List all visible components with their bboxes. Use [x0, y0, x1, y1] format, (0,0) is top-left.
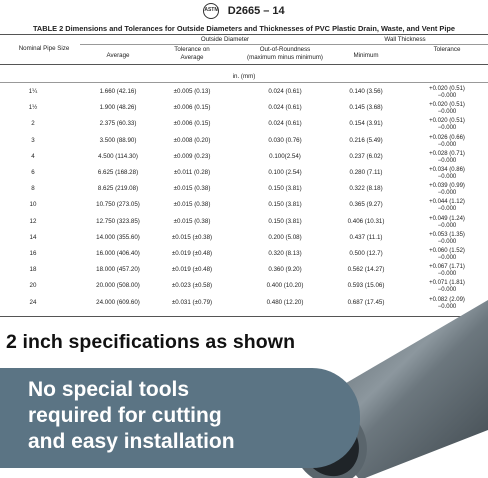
- cell-size: 18: [29, 266, 37, 274]
- cell-average: 2.375 (60.33): [99, 120, 137, 128]
- wall-tolerance-plus: +0.071 (1.81): [429, 280, 465, 287]
- wall-tolerance-plus: +0.039 (0.99): [429, 183, 465, 190]
- cell-out-of-roundness: 0.320 (8.13): [268, 250, 302, 257]
- cell-size: 10: [29, 201, 37, 209]
- cell-tolerance: ±0.008 (0.20): [173, 136, 211, 144]
- wall-tolerance-minus: −0.000: [437, 303, 457, 310]
- info-line-1: No special tools: [28, 378, 190, 401]
- cell-average: 18.000 (457.20): [96, 266, 140, 274]
- column-header-wall-tolerance: Tolerance: [433, 46, 461, 53]
- cell-size: 14: [29, 233, 37, 241]
- wall-tolerance-minus: −0.000: [437, 222, 457, 229]
- cell-wall-tolerance: [429, 248, 465, 262]
- cell-wall-tolerance: [429, 151, 465, 165]
- cell-average: 12.750 (323.85): [96, 217, 140, 225]
- cell-average: 6.625 (168.28): [97, 169, 139, 176]
- cell-wall-tolerance: [429, 264, 465, 278]
- cell-minimum: 0.145 (3.68): [349, 104, 383, 112]
- astm-logo: ASTM: [203, 3, 219, 19]
- cell-minimum: 0.280 (7.11): [349, 169, 383, 176]
- cell-out-of-roundness: 0.030 (0.76): [268, 136, 302, 144]
- cell-tolerance: ±0.006 (0.15): [173, 120, 211, 128]
- wall-tolerance-minus: −0.000: [437, 157, 457, 164]
- table-top-rule: [0, 34, 488, 35]
- cell-minimum: 0.562 (14.27): [347, 266, 385, 274]
- units-rule: [0, 82, 488, 83]
- cell-minimum: 0.500 (12.7): [349, 250, 383, 257]
- cell-tolerance: ±0.011 (0.28): [173, 169, 211, 176]
- wall-tolerance-minus: −0.000: [437, 287, 457, 294]
- cell-average: 16.000 (406.40): [96, 250, 140, 257]
- table-title: TABLE 2 Dimensions and Tolerances for Outside Diameters and Thicknesses of PVC Plastic Drain, Waste, and Vent Pipe: [32, 24, 456, 33]
- document-header: [0, 2, 488, 22]
- cell-size: 3: [31, 136, 35, 144]
- cell-tolerance: ±0.009 (0.23): [173, 152, 211, 160]
- cell-wall-tolerance: [429, 135, 465, 149]
- wall-tolerance-minus: −0.000: [437, 255, 457, 261]
- cell-tolerance: ±0.005 (0.13): [173, 88, 211, 95]
- column-header-oor-2: (maximum minus minimum): [247, 54, 323, 61]
- wall-tolerance-plus: +0.028 (0.71): [429, 150, 465, 157]
- cell-out-of-roundness: 0.100 (2.54): [268, 169, 302, 176]
- cell-tolerance: ±0.023 (±0.58): [171, 282, 213, 290]
- cell-size: 12: [29, 217, 37, 225]
- wall-tolerance-plus: +0.053 (1.35): [429, 231, 465, 238]
- cell-tolerance: ±0.015 (0.38): [173, 201, 211, 209]
- cell-out-of-roundness: 0.024 (0.61): [268, 88, 302, 95]
- cell-size: 4: [31, 152, 35, 160]
- cell-tolerance: ±0.015 (0.38): [173, 217, 211, 225]
- cell-wall-tolerance: [429, 86, 465, 100]
- document-id: D2665 – 14: [227, 4, 285, 17]
- wall-tolerance-plus: +0.020 (0.51): [429, 86, 465, 92]
- cell-average: 14.000 (355.60): [96, 233, 140, 241]
- cell-size: 6: [31, 169, 35, 176]
- info-line-2: required for cutting: [28, 404, 222, 427]
- cell-out-of-roundness: 0.150 (3.81): [268, 185, 302, 193]
- specs-banner: 2 inch specifications as shown: [6, 331, 296, 353]
- cell-tolerance: ±0.006 (0.15): [173, 104, 211, 112]
- cell-average: 4.500 (114.30): [98, 152, 138, 160]
- wall-tolerance-minus: −0.000: [437, 238, 457, 245]
- cell-size: 16: [29, 250, 37, 257]
- cell-out-of-roundness: 0.360 (9.20): [268, 266, 302, 274]
- cell-wall-tolerance: [429, 118, 465, 132]
- cell-size: 2: [31, 120, 35, 128]
- column-header-average: Average: [106, 52, 130, 59]
- column-header-oor-1: Out-of-Roundness: [259, 46, 311, 53]
- cell-wall-tolerance: [429, 199, 465, 213]
- cell-wall-tolerance: [429, 216, 465, 230]
- group-header-outside-diameter: Outside Diameter: [200, 36, 250, 43]
- cell-wall-tolerance: [429, 183, 465, 197]
- column-header-tolerance-2: Average: [180, 54, 204, 61]
- cell-tolerance: ±0.015 (0.38): [173, 185, 211, 193]
- wall-tolerance-minus: −0.000: [437, 141, 457, 148]
- wall-tolerance-plus: +0.020 (0.51): [429, 102, 465, 109]
- cell-wall-tolerance: [429, 232, 465, 246]
- wall-tolerance-minus: −0.000: [437, 174, 457, 180]
- cell-out-of-roundness: 0.200 (5.08): [268, 233, 302, 241]
- cell-size: 1¼: [28, 88, 38, 95]
- cell-minimum: 0.216 (5.49): [349, 136, 383, 144]
- wall-tolerance-minus: −0.000: [437, 271, 457, 278]
- column-header-minimum: Minimum: [353, 52, 379, 59]
- cell-out-of-roundness: 0.024 (0.61): [268, 104, 302, 112]
- cell-size: 1½: [28, 104, 38, 112]
- cell-tolerance: ±0.019 (±0.48): [171, 250, 213, 257]
- wall-tolerance-plus: +0.034 (0.86): [429, 167, 465, 173]
- cell-average: 3.500 (88.90): [99, 136, 137, 144]
- od-group-rule: [80, 44, 335, 45]
- cell-size: 24: [29, 298, 37, 306]
- cell-average: 1.900 (48.26): [99, 104, 137, 112]
- cell-out-of-roundness: 0.024 (0.61): [268, 120, 302, 128]
- cell-tolerance: ±0.019 (±0.48): [171, 266, 213, 274]
- cell-average: 1.660 (42.16): [99, 88, 137, 95]
- cell-tolerance: ±0.015 (±0.38): [171, 233, 213, 241]
- wall-tolerance-plus: +0.049 (1.24): [429, 215, 465, 222]
- wall-tolerance-plus: +0.026 (0.66): [429, 134, 465, 141]
- cell-size: 8: [31, 185, 35, 193]
- wt-group-rule: [335, 44, 488, 45]
- wall-tolerance-minus: −0.000: [437, 190, 457, 197]
- wall-tolerance-plus: +0.020 (0.51): [429, 118, 465, 125]
- cell-average: 20.000 (508.00): [96, 282, 140, 290]
- wall-tolerance-plus: +0.044 (1.12): [429, 199, 465, 206]
- wall-tolerance-plus: +0.082 (2.09): [429, 296, 465, 303]
- cell-wall-tolerance: [429, 102, 465, 116]
- cell-size: 20: [29, 282, 37, 290]
- cell-out-of-roundness: 0.150 (3.81): [268, 217, 302, 225]
- cell-out-of-roundness: 0.150 (3.81): [268, 201, 302, 209]
- cell-minimum: 0.237 (6.02): [349, 152, 383, 160]
- cell-tolerance: ±0.031 (±0.79): [171, 298, 213, 306]
- cell-minimum: 0.406 (10.31): [347, 217, 385, 225]
- cell-minimum: 0.140 (3.56): [349, 88, 383, 95]
- cell-minimum: 0.365 (9.27): [349, 201, 383, 209]
- wall-tolerance-minus: −0.000: [437, 125, 457, 132]
- cell-average: 24.000 (609.60): [96, 298, 140, 306]
- cell-minimum: 0.687 (17.45): [347, 298, 385, 306]
- info-line-3: and easy installation: [28, 430, 235, 453]
- column-header-tolerance-1: Tolerance on: [174, 46, 210, 53]
- group-header-wall-thickness: Wall Thickness: [384, 36, 426, 43]
- info-box: [0, 368, 360, 468]
- cell-minimum: 0.437 (11.1): [349, 233, 383, 241]
- column-header-nominal: Nominal Pipe Size: [18, 45, 70, 52]
- wall-tolerance-plus: +0.067 (1.71): [429, 264, 465, 271]
- cell-minimum: 0.593 (15.06): [347, 282, 385, 290]
- header-bottom-rule: [0, 64, 488, 65]
- wall-tolerance-minus: −0.000: [437, 206, 457, 213]
- cell-average: 10.750 (273.05): [96, 201, 140, 209]
- cell-minimum: 0.322 (8.18): [349, 185, 383, 193]
- units-label: in. (mm): [232, 73, 256, 80]
- cell-minimum: 0.154 (3.91): [349, 120, 383, 128]
- wall-tolerance-plus: +0.060 (1.52): [429, 248, 465, 254]
- cell-wall-tolerance: [429, 167, 465, 181]
- cell-out-of-roundness: 0.100(2.54): [269, 152, 301, 160]
- cell-out-of-roundness: 0.400 (10.20): [266, 282, 304, 290]
- wall-tolerance-minus: −0.000: [437, 93, 457, 99]
- cell-average: 8.625 (219.08): [97, 185, 139, 193]
- wall-tolerance-minus: −0.000: [437, 109, 457, 116]
- cell-out-of-roundness: 0.480 (12.20): [266, 298, 304, 306]
